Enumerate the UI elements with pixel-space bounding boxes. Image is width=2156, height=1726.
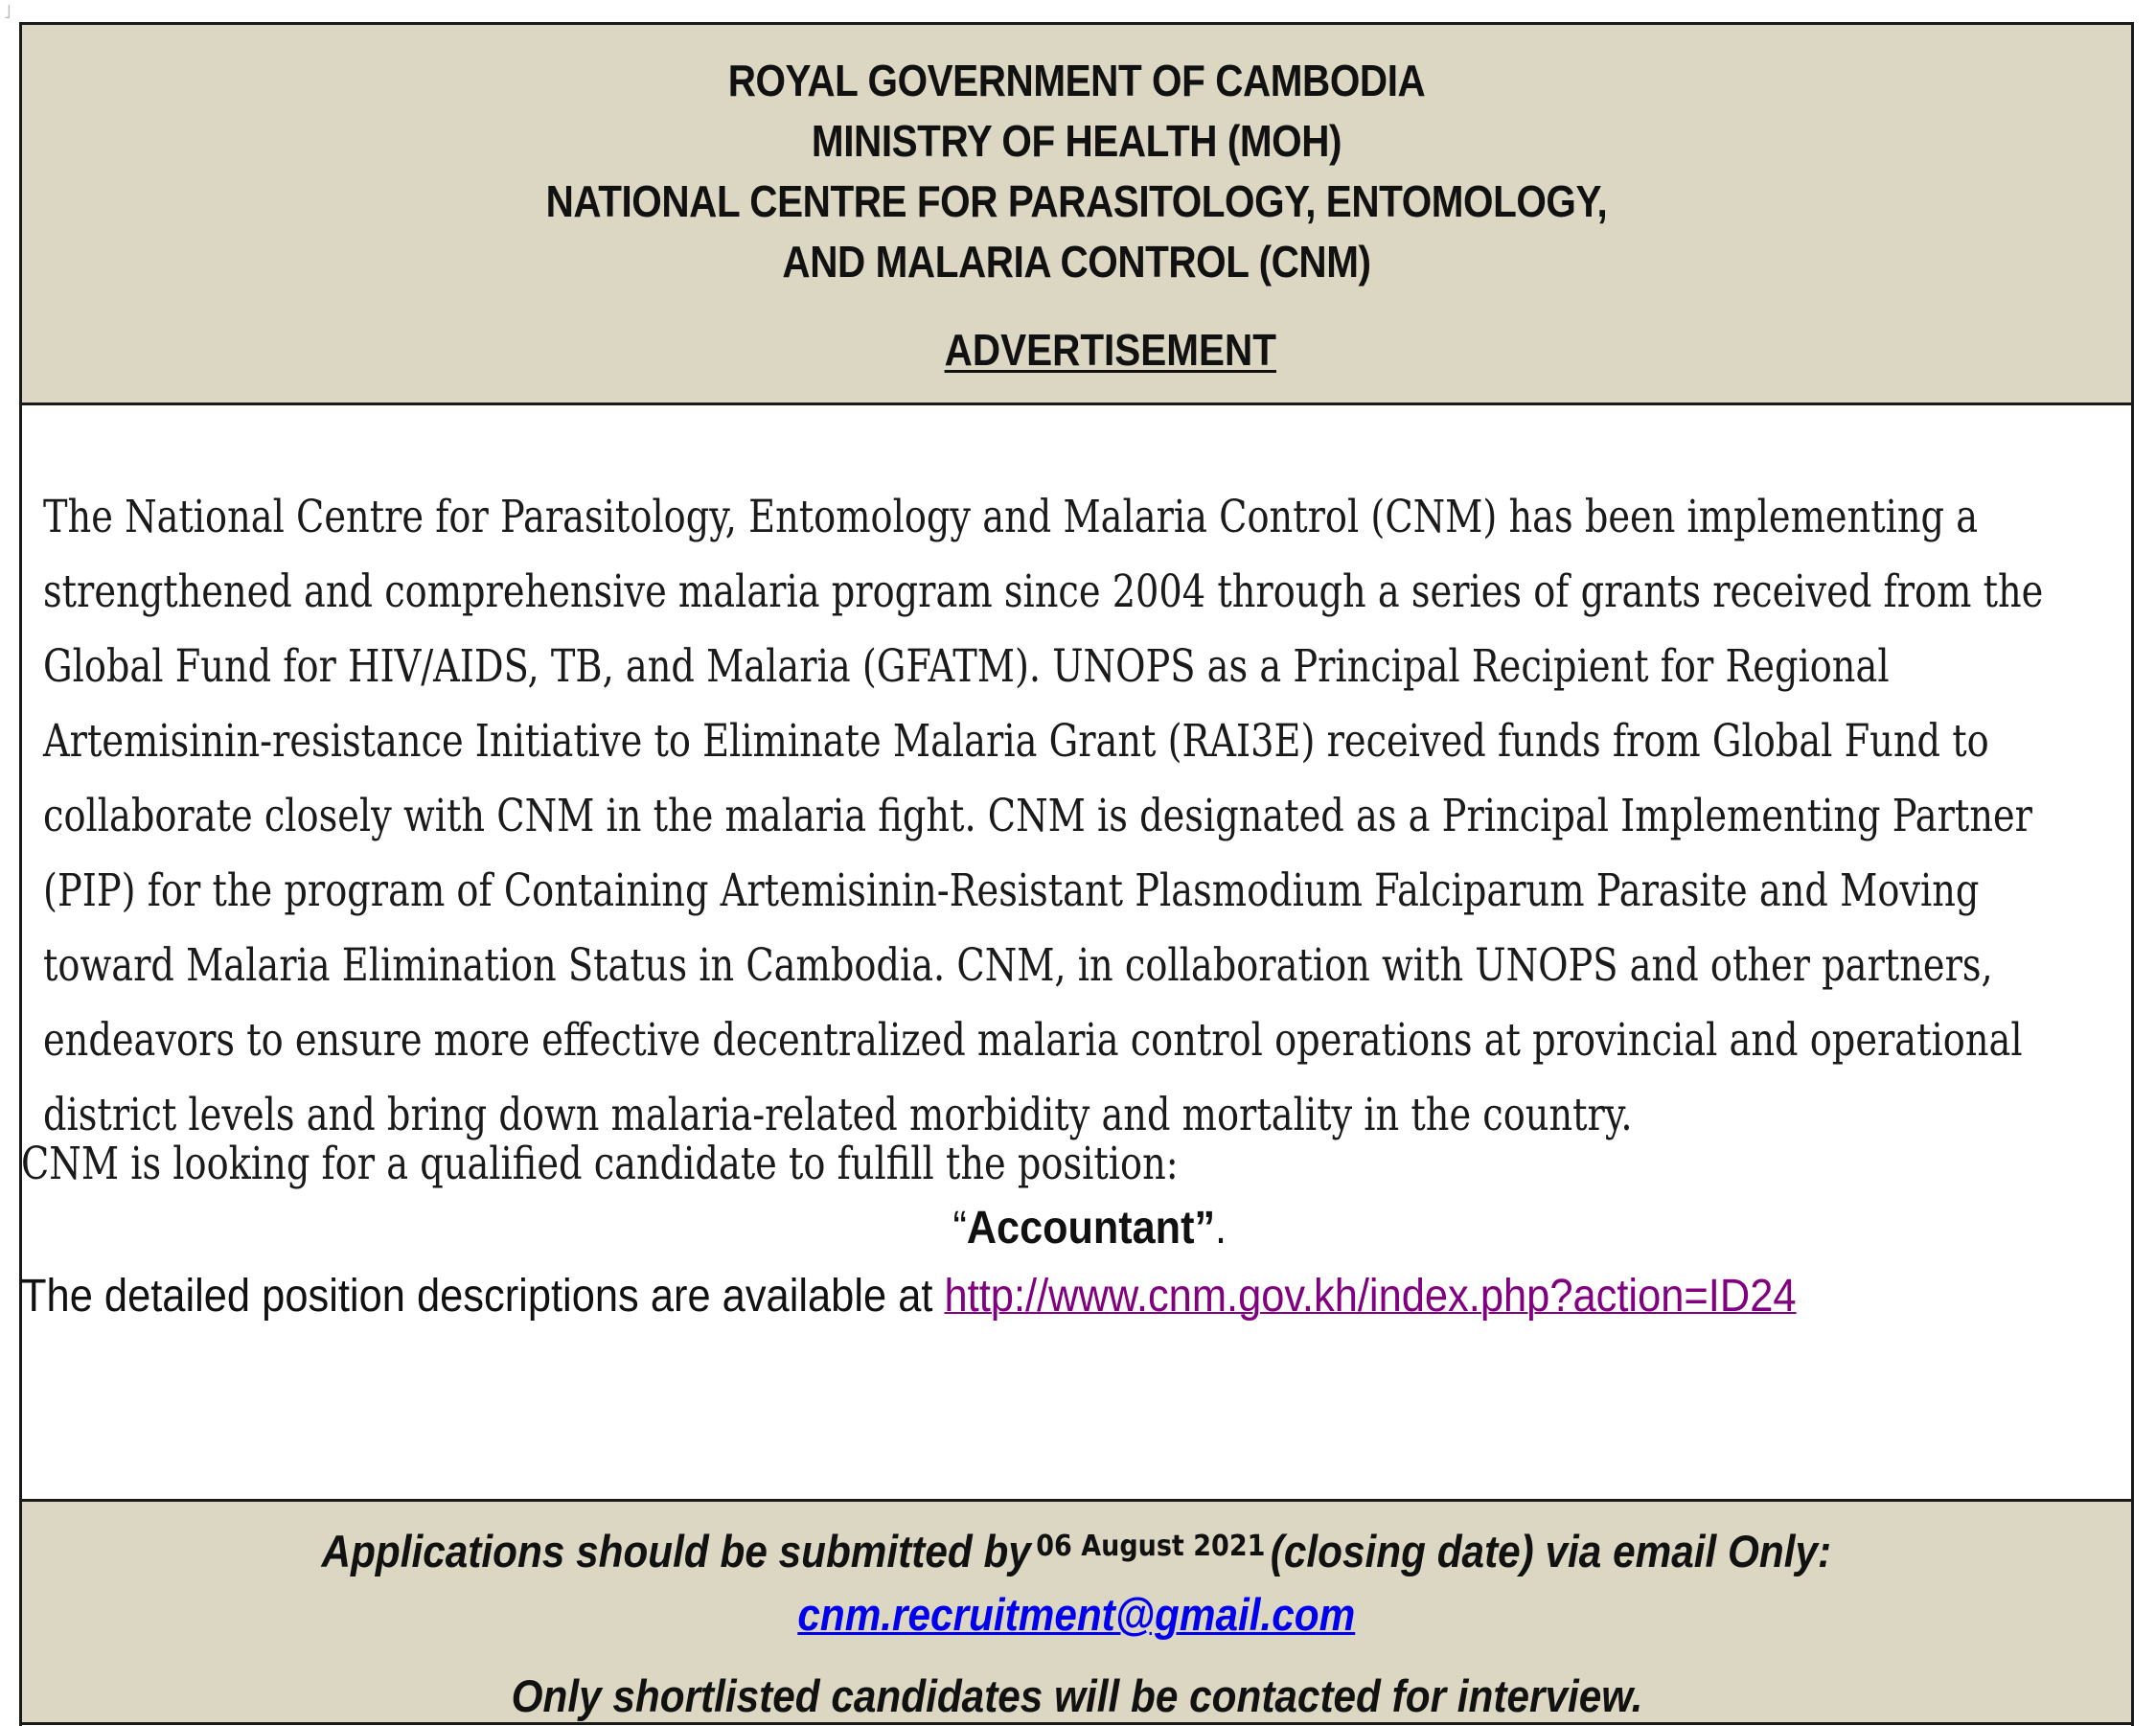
details-link[interactable]: http://www.cnm.gov.kh/index.php?action=ID24 (944, 1271, 1797, 1322)
header-line-centre: NATIONAL CENTRE FOR PARASITOLOGY, ENTOMOLOGY, (545, 176, 1608, 226)
email-wrap (22, 1583, 2131, 1646)
apply-suffix: (closing date) via email Only: (1270, 1526, 1832, 1576)
shortlist-note: Only shortlisted candidates will be contacted for interview. (511, 1670, 1642, 1721)
header-section (22, 25, 2131, 405)
advertisement-title: ADVERTISEMENT (944, 325, 1276, 375)
advertisement-frame (19, 22, 2134, 1726)
corner-mark: ˩ (4, 2, 11, 23)
position-inner (929, 1195, 1227, 1262)
apply-prefix: Applications should be submitted by (321, 1526, 1031, 1576)
position-line (0, 1195, 2156, 1262)
looking-for-text: CNM is looking for a qualified candidate to fulfill the position: (21, 1138, 1179, 1190)
header-line-malaria-control: AND MALARIA CONTROL (CNM) (782, 237, 1371, 287)
close-quote: ” (1194, 1203, 1216, 1254)
advertisement-title-wrap (22, 292, 2131, 379)
details-text: The detailed position descriptions are available at (21, 1271, 945, 1322)
header-line-government: ROYAL GOVERNMENT OF CAMBODIA (727, 56, 1426, 105)
application-instructions (322, 1515, 1832, 1583)
header-line-ministry: MINISTRY OF HEALTH (MOH) (811, 116, 1342, 166)
closing-date: 06 August 2021 (1036, 1530, 1266, 1563)
position-title: Accountant (967, 1203, 1195, 1254)
open-quote: “ (952, 1203, 968, 1254)
details-line (21, 1263, 1797, 1330)
intro-paragraph: The National Centre for Parasitology, Entomology and Malaria Control (CNM) has been implementing a strengthened and comprehensive malaria program since 2004 through a series of grants received from the Global Fund for HIV/AIDS, TB, and Malaria (GFATM). UNOPS as a Principal Recipient for Regional Artemisinin-resistance Initiative to Eliminate Malaria Grant (RAI3E) received funds from Global Fund to collaborate closely with CNM in the malaria fight. CNM is designated as a Principal Implementing Partner (PIP) for the program of Containing Artemisinin-Resistant Plasmodium Falciparum Parasite and Moving toward Malaria Elimination Status in Cambodia. CNM, in collaboration with UNOPS and other partners, endeavors to ensure more effective decentralized malaria control operations at provincial and operational district levels and bring down malaria-related morbidity and mortality in the country. (43, 491, 2044, 1141)
footer-section (19, 1499, 2134, 1725)
email-link[interactable]: cnm.recruitment@gmail.com (797, 1589, 1356, 1640)
position-period: . (1215, 1203, 1227, 1254)
